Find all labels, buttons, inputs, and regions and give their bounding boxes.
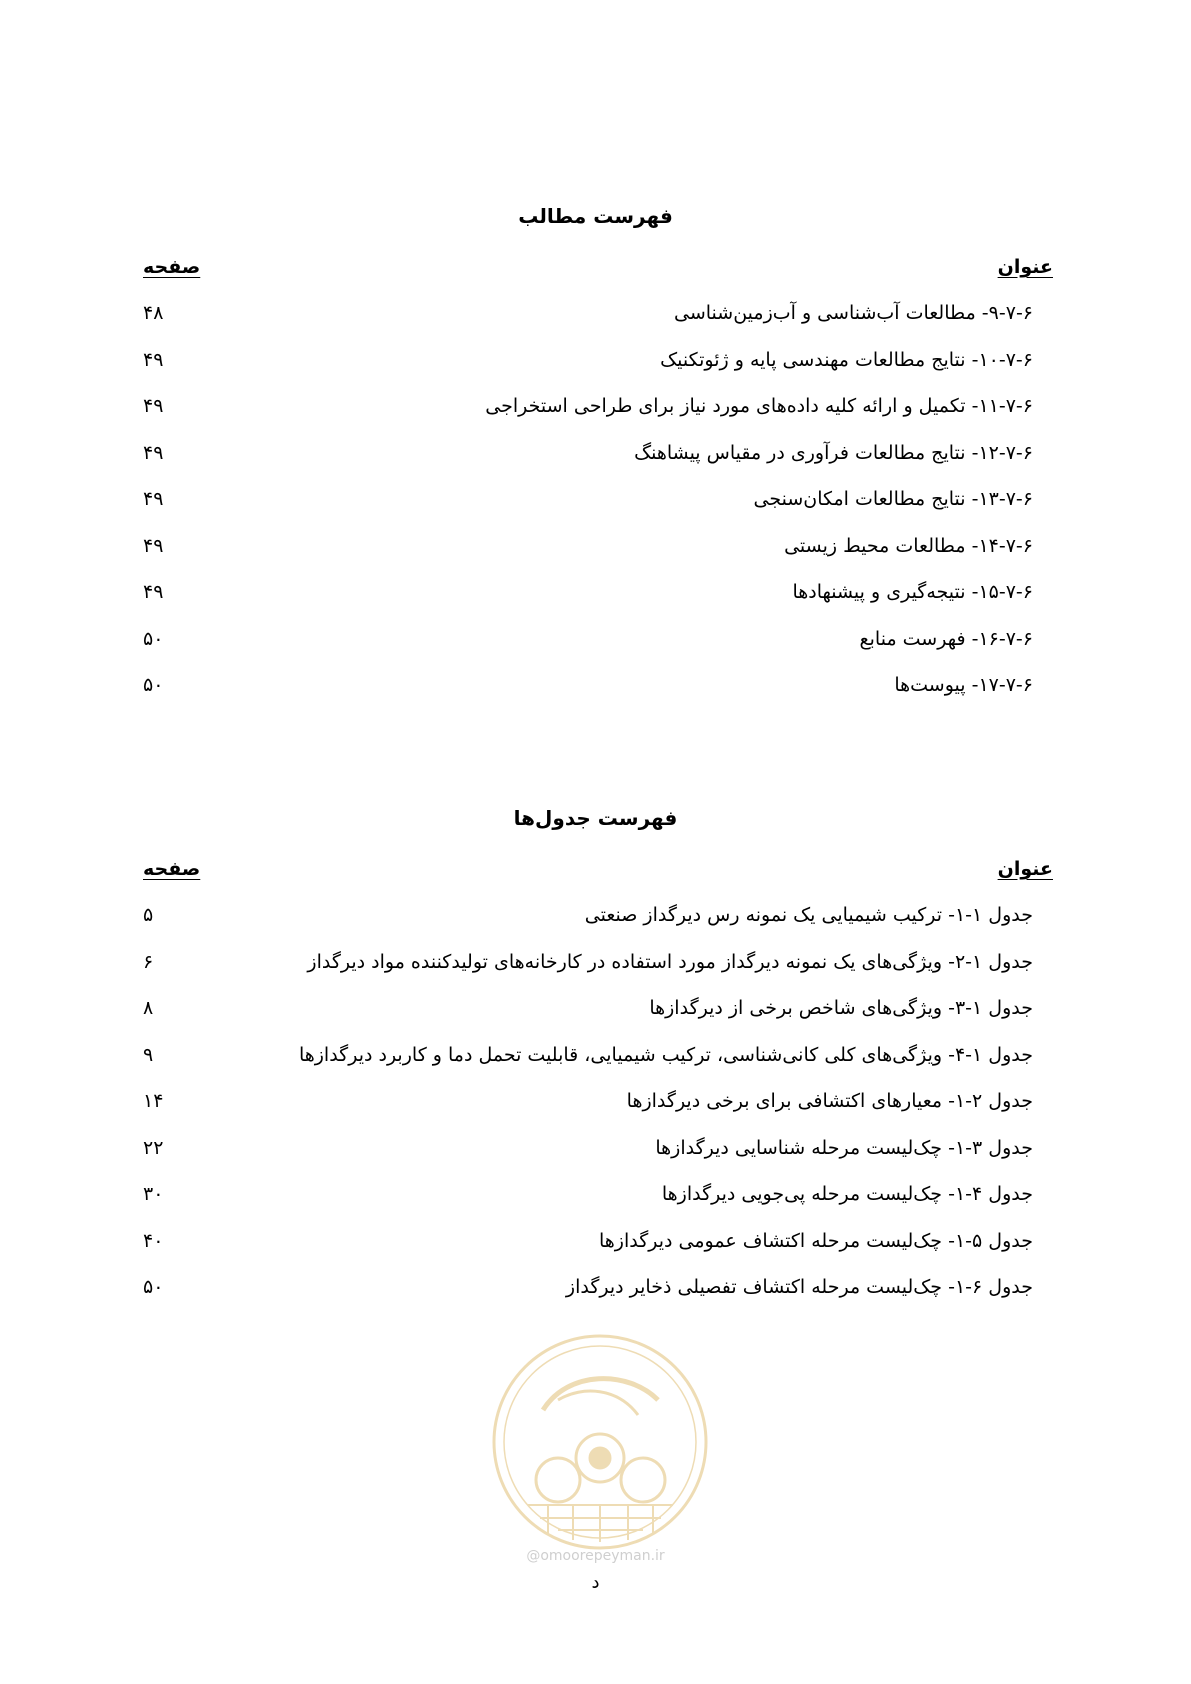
contents-col-page: صفحه: [143, 256, 201, 278]
contents-list: [0, 302, 1191, 721]
table-entry[interactable]: [0, 1090, 1191, 1137]
table-entry-page: ۲۲: [143, 1136, 164, 1159]
toc-entry-page: ۴۹: [143, 395, 164, 417]
toc-entry-label: ۱۳-۷-۶- نتایج مطالعات امکان‌سنجی: [753, 488, 1033, 510]
toc-entry[interactable]: [0, 628, 1191, 675]
toc-entry-page: ۴۸: [143, 302, 164, 324]
toc-entry[interactable]: [0, 535, 1191, 582]
contents-col-title: عنوان: [997, 256, 1053, 278]
table-entry-page: ۹: [143, 1043, 154, 1066]
toc-entry-page: ۵۰: [143, 674, 164, 696]
toc-entry-label: ۱۰-۷-۶- نتایج مطالعات مهندسی پایه و ژئوتکنیک: [660, 348, 1033, 371]
toc-entry-page: ۴۹: [143, 441, 164, 464]
table-entry-label: جدول ۶-۱- چک‌لیست مرحله اکتشاف تفصیلی ذخایر دیرگداز: [565, 1276, 1033, 1298]
toc-entry[interactable]: [0, 674, 1191, 721]
toc-entry-label: ۹-۷-۶- مطالعات آب‌شناسی و آب‌زمین‌شناسی: [674, 302, 1033, 324]
toc-entry-page: ۴۹: [143, 488, 164, 510]
table-entry[interactable]: [0, 1044, 1191, 1091]
table-entry-label: جدول ۱-۴- ویژگی‌های کلی کانی‌شناسی، ترکیب شیمیایی، قابلیت تحمل دما و کاربرد دیرگدازها: [298, 1043, 1033, 1066]
toc-entry-label: ۱۵-۷-۶- نتیجه‌گیری و پیشنهادها: [792, 581, 1033, 603]
toc-entry-page: ۵۰: [143, 627, 164, 650]
table-entry-label: جدول ۱-۲- ویژگی‌های یک نمونه دیرگداز مورد استفاده در کارخانه‌های تولیدکننده مواد دیرگداز: [307, 950, 1033, 973]
toc-entry[interactable]: [0, 395, 1191, 442]
tables-list: [0, 904, 1191, 1323]
page-number: د: [591, 1572, 600, 1593]
table-entry-page: ۵۰: [143, 1276, 164, 1298]
toc-entry-page: ۴۹: [143, 348, 164, 371]
table-entry-page: ۳۰: [143, 1183, 164, 1205]
toc-entry-label: ۱۱-۷-۶- تکمیل و ارائه کلیه داده‌های مورد نیاز برای طراحی استخراجی: [485, 395, 1033, 417]
toc-entry-page: ۴۹: [143, 534, 164, 557]
table-entry[interactable]: [0, 904, 1191, 951]
table-entry[interactable]: [0, 951, 1191, 998]
table-entry-label: جدول ۲-۱- معیارهای اکتشافی برای برخی دیرگدازها: [626, 1090, 1033, 1112]
tables-title: فهرست جدول‌ها: [513, 806, 678, 830]
toc-entry-label: ۱۴-۷-۶- مطالعات محیط زیستی: [784, 534, 1033, 557]
toc-entry-label: ۱۷-۷-۶- پیوست‌ها: [894, 674, 1033, 696]
watermark-stamp-icon: [488, 1330, 713, 1555]
table-entry[interactable]: [0, 1137, 1191, 1184]
table-entry-label: جدول ۴-۱- چک‌لیست مرحله پی‌جویی دیرگدازها: [661, 1183, 1033, 1205]
contents-title: فهرست مطالب: [518, 204, 673, 228]
toc-entry[interactable]: [0, 581, 1191, 628]
table-entry-label: جدول ۱-۱- ترکیب شیمیایی یک نمونه رس دیرگداز صنعتی: [584, 904, 1033, 926]
toc-entry-label: ۱۶-۷-۶- فهرست منابع: [859, 627, 1033, 650]
toc-entry[interactable]: [0, 442, 1191, 489]
toc-entry-label: ۱۲-۷-۶- نتایج مطالعات فرآوری در مقیاس پیشاهنگ: [634, 441, 1033, 464]
table-entry[interactable]: [0, 1183, 1191, 1230]
toc-entry[interactable]: [0, 302, 1191, 349]
table-entry[interactable]: [0, 1230, 1191, 1277]
table-entry-label: جدول ۵-۱- چک‌لیست مرحله اکتشاف عمومی دیرگدازها: [598, 1229, 1033, 1252]
toc-entry[interactable]: [0, 488, 1191, 535]
table-entry-page: ۸: [143, 997, 154, 1019]
table-entry-page: ۱۴: [143, 1090, 164, 1112]
table-entry-page: ۶: [143, 950, 154, 973]
table-entry[interactable]: [0, 997, 1191, 1044]
tables-col-page: صفحه: [143, 858, 201, 880]
toc-entry[interactable]: [0, 349, 1191, 396]
watermark-url: @omoorepeyman.ir: [526, 1548, 665, 1564]
table-entry[interactable]: [0, 1276, 1191, 1323]
table-entry-label: جدول ۱-۳- ویژگی‌های شاخص برخی از دیرگدازها: [649, 997, 1033, 1019]
table-entry-page: ۴۰: [143, 1229, 164, 1252]
table-entry-label: جدول ۳-۱- چک‌لیست مرحله شناسایی دیرگدازها: [655, 1136, 1033, 1159]
tables-col-title: عنوان: [997, 858, 1053, 880]
toc-entry-page: ۴۹: [143, 581, 164, 603]
table-entry-page: ۵: [143, 904, 154, 926]
